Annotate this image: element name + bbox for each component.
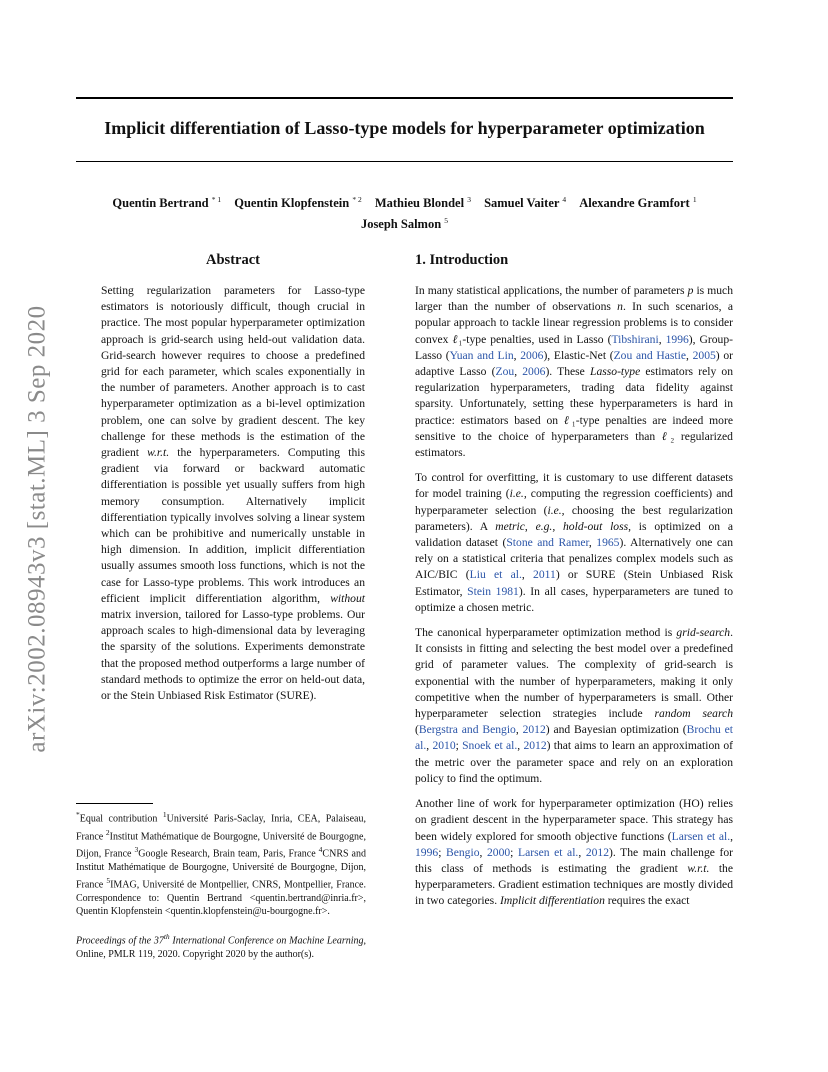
- emphasis-text: Implicit differentiation: [500, 894, 605, 908]
- citation-link[interactable]: 1996: [665, 332, 689, 346]
- abstract-text: Setting regularization parameters for Lasso-type estimators is notoriously difficult, though crucial in practice. The most popular hyperparameter optimization approach is grid-search using held-out validation data. Grid-search however requires to choose a predefined grid for each parameter, which scales exponentially in the number of parameters. Another approach is to cast hyperparameter optimization as a bi-level optimization problem, one can solve by gradient descent. The key challenge for these methods is the estimation of the gradient w.r.t. the hyperparameters. Computing this gradient via forward or backward automatic differentiation is possible yet usually suffers from high memory consumption. Alternatively implicit differentiation typically involves solving a linear system which can be prohibitive and numerically unstable in high dimension. In addition, implicit differentiation usually assumes smooth loss functions, which is not the case for Lasso-type problems. This work introduces an efficient implicit differentiation algorithm, without matrix inversion, tailored for Lasso-type problems. Our approach scales to high-dimensional data by leveraging the sparsity of the solutions. Experiments demonstrate that the proposed method outperforms a large number of standard methods to optimize the error on held-out data, or the Stein Unbiased Risk Estimator (SURE).: [101, 284, 365, 703]
- citation-link[interactable]: 1996: [415, 845, 439, 859]
- body-text: ;: [455, 739, 463, 753]
- author: [484, 196, 566, 210]
- author: [375, 196, 471, 210]
- citation-link[interactable]: 2012: [522, 723, 546, 737]
- citation-link[interactable]: Brochu et al.: [415, 723, 734, 753]
- emphasis-text: ℓ: [661, 429, 671, 443]
- body-text: In many statistical applications, the number of parameters: [415, 284, 688, 297]
- body-text: estimators rely on regularization hyperparameters, trading data fidelity against sparsity. Unfortunately, setting these hyperparameters is hard in practice: estimators based on: [415, 365, 734, 427]
- emphasis-text: n: [617, 300, 623, 314]
- introduction-heading: 1. Introduction: [415, 252, 509, 268]
- body-text: ,: [658, 332, 666, 346]
- citation-link[interactable]: Larsen et al.: [671, 829, 731, 843]
- body-text: is much larger than the number of observations: [415, 284, 733, 314]
- intro-paragraph: [415, 470, 733, 616]
- body-text: ). Alternatively one can rely on a statistical criteria that penalizes complex models such as AIC/BIC (: [415, 536, 734, 582]
- emphasis-text: i.e.,: [547, 503, 565, 517]
- body-text: ). These: [545, 365, 590, 379]
- title-rule-bottom: [76, 161, 733, 162]
- body-text: ) that aims to learn an approximation of the metric over the parameter space and rely on an exploration policy to find the optimum.: [415, 739, 734, 785]
- body-text: ). The main challenge for this class of methods is estimating the gradient: [415, 845, 734, 875]
- author-list: [76, 191, 733, 233]
- arxiv-identifier: [21, 289, 55, 768]
- body-text: ,: [515, 723, 523, 737]
- citation-link[interactable]: Liu et al.: [469, 568, 522, 582]
- body-text: Another line of work for hyperparameter optimization (HO) relies on gradient descent in the hyperparameter space. This strategy has been widely explored for smooth objective functions (: [415, 797, 733, 843]
- body-text: the hyperparameters. Gradient estimation techniques are mostly divided in two categories.: [415, 861, 733, 908]
- proceedings-note: Proceedings of the 37th International Conference on Machine Learning, Online, PMLR 119, 2020. Copyright 2020 by the author(s).: [76, 932, 367, 960]
- author-name: Quentin Klopfenstein: [234, 196, 350, 211]
- emphasis-text: p: [687, 284, 694, 297]
- citation-link[interactable]: Tibshirani: [611, 332, 659, 346]
- author: [112, 196, 221, 210]
- body-text: ₂ regularized estimators.: [415, 429, 733, 460]
- intro-paragraph: [415, 283, 733, 461]
- body-text: requires the exact: [604, 894, 690, 908]
- author-affiliation: 1: [692, 195, 697, 204]
- emphasis-text: e.g.,: [535, 519, 556, 533]
- citation-link[interactable]: 2011: [533, 568, 556, 582]
- citation-link[interactable]: 2012: [585, 845, 609, 859]
- citation-link[interactable]: Snoek et al.: [462, 739, 518, 753]
- author-name: Joseph Salmon: [360, 217, 442, 232]
- body-text: ,: [514, 365, 523, 379]
- body-text: ) or adaptive Lasso (: [415, 348, 734, 379]
- citation-link[interactable]: Stone and Ramer: [506, 536, 589, 550]
- body-text: (: [415, 723, 419, 737]
- body-text: ). In all cases, hyperparameters are tuned to optimize a chosen metric.: [415, 584, 733, 614]
- author-affiliation: 3: [467, 195, 471, 204]
- right-column: [415, 252, 733, 919]
- left-column: [101, 252, 365, 712]
- body-text: computing the regression coefficients) and hyperparameter selection (: [415, 487, 733, 517]
- citation-link[interactable]: Zou: [495, 365, 515, 379]
- body-text: ;: [438, 845, 446, 859]
- emphasis-text: grid-search: [676, 626, 731, 640]
- author-affiliation: 5: [444, 216, 449, 226]
- intro-paragraph: [415, 625, 733, 787]
- title-rule-top: [76, 97, 733, 99]
- body-text: . It consists in fitting and selecting the best model over a predefined grid of parameter values. The complexity of grid-search is exponential with the number of hyperparameters, making it only competitive when the number of hyperparameters is small. Other hyperparameter selection strategies include: [415, 626, 733, 721]
- citation-link[interactable]: 2006: [522, 365, 546, 379]
- body-text: ) or SURE (Stein Unbiased Risk Estimator,: [415, 568, 733, 598]
- emphasis-text: ℓ: [563, 413, 572, 427]
- body-text: ,: [521, 568, 534, 582]
- body-text: ), Elastic-Net (: [543, 348, 614, 362]
- body-text: The canonical hyperparameter optimization method is: [415, 626, 677, 640]
- footnote-rule: [76, 803, 153, 804]
- author-affiliation: 4: [562, 195, 567, 204]
- body-text: ,: [479, 845, 487, 859]
- author: [579, 196, 696, 210]
- body-text: ,: [513, 348, 521, 362]
- body-text: choosing the best regularization parameters). A: [415, 503, 733, 533]
- body-text: ) and Bayesian optimization (: [545, 723, 687, 737]
- citation-link[interactable]: 2010: [432, 739, 456, 753]
- emphasis-text: ℓ: [452, 332, 459, 346]
- body-text: ;: [510, 845, 518, 859]
- body-text: ,: [426, 739, 433, 753]
- body-text: ,: [578, 845, 586, 859]
- citation-link[interactable]: Larsen et al.: [517, 845, 579, 859]
- author-name: Mathieu Blondel: [374, 196, 465, 211]
- emphasis-text: random search: [654, 707, 733, 721]
- author-name: Alexandre Gramfort: [579, 196, 690, 211]
- author-affiliation: * 2: [352, 195, 362, 204]
- body-text: ₁-type penalties are indeed more sensitive to the choice of hyperparameters than: [415, 413, 733, 443]
- affiliations-footnote: *Equal contribution $^1$Université Paris-Saclay, Inria, CEA, Palaiseau, France $^2$Institut Mathématique de Bourgogne, Université de Bourgogne, Dijon, France $^3$Google Research, Brain team, Paris, France $^4$CNRS and Institut Mathématique de Bourgogne, Université de Bourgogne, Dijon, France $^5$IMAG, Université de Montpellier, CNRS, Montpellier, France. Correspondence to: Quentin Bertrand <quentin.bertrand@inria.fr>, Quentin Klopfenstein <quentin.klopfenstein@u-bourgogne.fr>.: [76, 810, 366, 918]
- emphasis-text: hold-out loss: [563, 519, 629, 533]
- body-text: ,: [517, 739, 524, 753]
- citation-link[interactable]: Stein 1981: [467, 584, 519, 598]
- body-text: ,: [686, 348, 693, 362]
- citation-link[interactable]: 2000: [486, 845, 511, 859]
- paper-title: Implicit differentiation of Lasso-type models for hyperparameter optimization: [104, 118, 705, 138]
- emphasis-text: Lasso-type: [590, 365, 641, 379]
- citation-link[interactable]: 2012: [523, 739, 547, 753]
- author: [234, 196, 361, 210]
- emphasis-text: metric: [495, 519, 525, 533]
- citation-link[interactable]: 2005: [692, 348, 716, 362]
- author-name: Quentin Bertrand: [112, 196, 209, 211]
- citation-link[interactable]: Zou and Hastie: [613, 348, 687, 362]
- body-text: ), Group-Lasso (: [415, 332, 734, 362]
- body-text: ₁-type penalties, used in Lasso (: [458, 332, 612, 346]
- arxiv-identifier-text: arXiv:2002.08943v3 [stat.ML] 3 Sep 2020: [24, 304, 52, 753]
- body-text: To control for overfitting, it is customary to use different datasets for model training (: [415, 471, 733, 501]
- citation-link[interactable]: Yuan and Lin: [449, 348, 514, 362]
- body-text: . In such scenarios, a popular approach to tackle linear regression problems is to consider convex: [415, 300, 733, 346]
- author-affiliation: * 1: [211, 195, 222, 204]
- intro-paragraph: [415, 796, 733, 909]
- abstract-heading: Abstract: [206, 252, 260, 268]
- citation-link[interactable]: 1965: [596, 536, 620, 550]
- emphasis-text: i.e.,: [509, 487, 527, 501]
- body-text: ,: [730, 829, 733, 843]
- body-text: ,: [524, 519, 536, 533]
- author-name: Samuel Vaiter: [484, 196, 560, 211]
- citation-link[interactable]: Bergstra and Bengio: [418, 723, 516, 737]
- author: [361, 217, 448, 231]
- body-text: [555, 520, 563, 533]
- body-text: , is optimized on a validation dataset (: [415, 519, 733, 550]
- citation-link[interactable]: 2006: [520, 348, 544, 362]
- citation-link[interactable]: Bengio: [446, 845, 480, 859]
- emphasis-text: w.r.t.: [687, 861, 710, 875]
- body-text: ,: [588, 536, 597, 550]
